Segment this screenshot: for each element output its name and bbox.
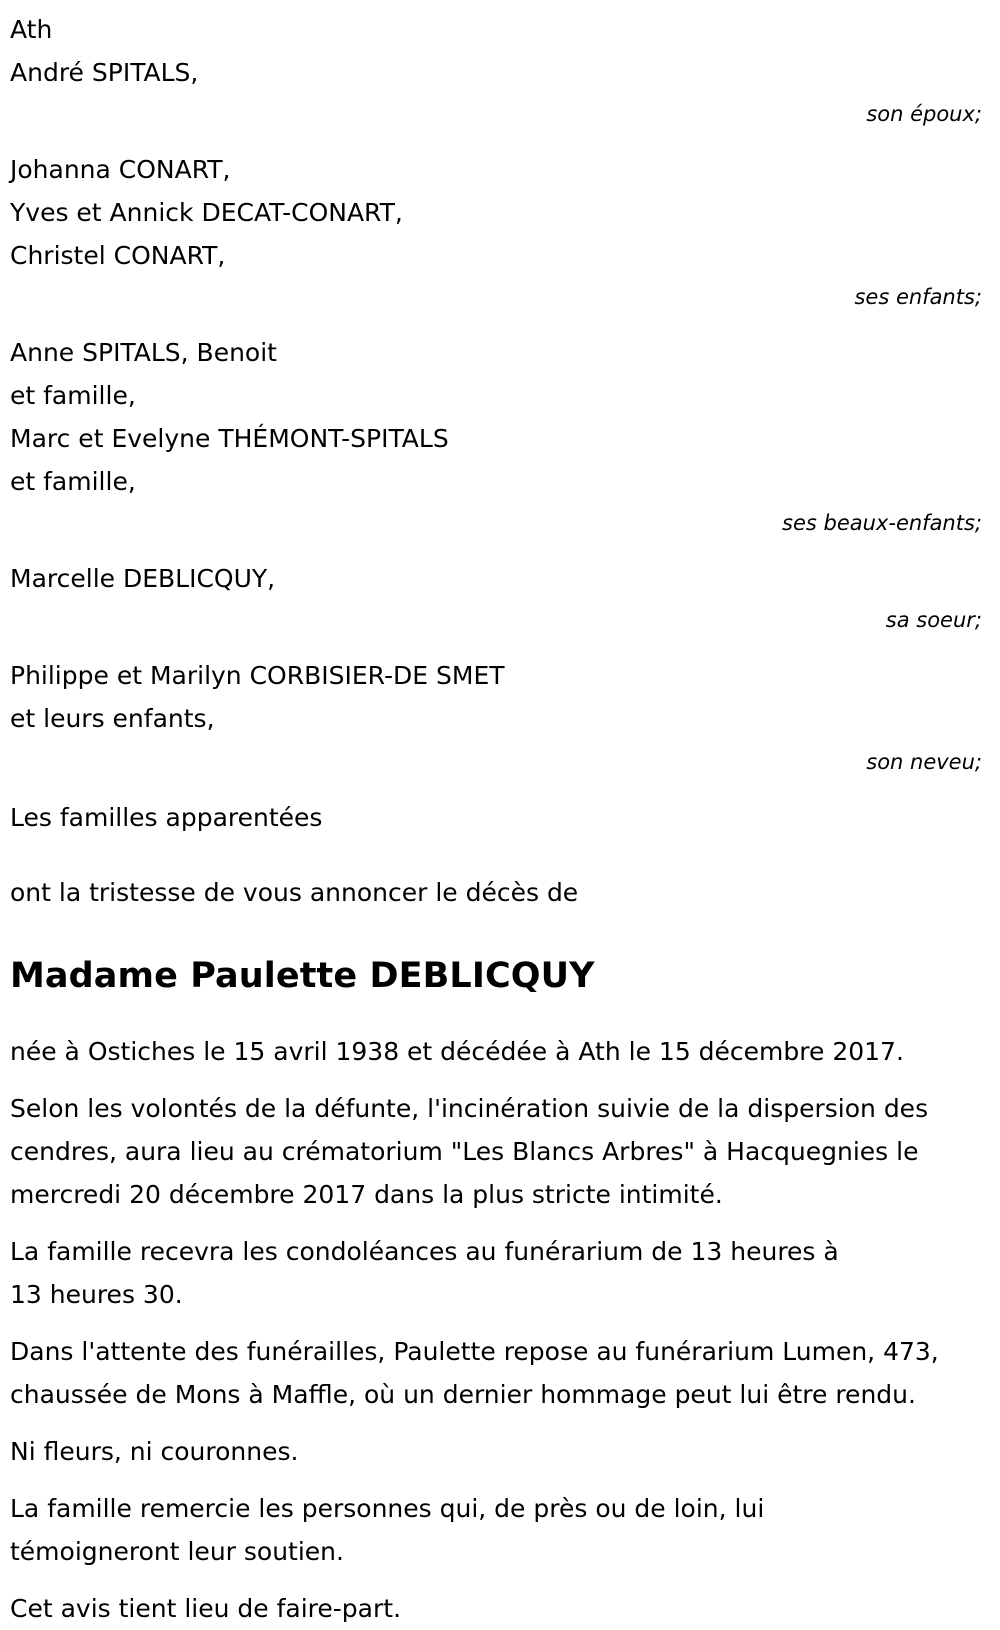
relation-label-nephew: son neveu; [866, 750, 982, 774]
relation-name-line: André SPITALS, [10, 58, 199, 87]
relations-block [10, 8, 990, 839]
paragraph-no-flowers: Ni fleurs, ni couronnes. [10, 1437, 299, 1466]
relation-label-children: ses enfants; [854, 285, 982, 309]
paragraph-faire-part: Cet avis tient lieu de faire-part. [10, 1594, 402, 1623]
paragraph-funerarium: Dans l'attente des funérailles, Paulette repose au funérarium Lumen, 473, chaussée de Mons à Maffle, où un dernier hommage peut lui être rendu. [10, 1337, 939, 1409]
announcement-line: ont la tristesse de vous annoncer le décès de [10, 878, 579, 907]
locality-line: Ath [10, 15, 53, 44]
body-paragraphs [10, 1030, 990, 1630]
relation-name-line: Yves et Annick DECAT-CONART, [10, 198, 403, 227]
relation-group-spouse [10, 51, 990, 134]
relation-name-line: Philippe et Marilyn CORBISIER-DE SMET [10, 661, 505, 690]
relation-group-children [10, 148, 990, 317]
relation-group-nephew [10, 654, 990, 782]
relation-name-line: Johanna CONART, [10, 155, 231, 184]
relation-name-line: Christel CONART, [10, 241, 226, 270]
paragraph-birth-death: née à Ostiches le 15 avril 1938 et décédée à Ath le 15 décembre 2017. [10, 1037, 904, 1066]
relation-name-line: et leurs enfants, [10, 704, 215, 733]
relation-label-spouse: son époux; [866, 102, 982, 126]
relation-name-line: Les familles apparentées [10, 803, 323, 832]
relation-label-sister: sa soeur; [885, 608, 982, 632]
paragraph-cremation: Selon les volontés de la défunte, l'incinération suivie de la dispersion des cendres, aura lieu au crématorium "Les Blancs Arbres" à Hacquegnies le mercredi 20 décembre 2017 dans la plus stricte intimité. [10, 1094, 929, 1209]
locality-group [10, 8, 990, 51]
relation-name-line: et famille, [10, 467, 136, 496]
relation-name-line: Anne SPITALS, Benoit [10, 338, 277, 367]
deceased-name-heading: Madame Paulette DEBLICQUY [10, 956, 595, 996]
relation-group-stepchildren [10, 331, 990, 543]
relation-name-line: et famille, [10, 381, 136, 410]
paragraph-condolences: La famille recevra les condoléances au funérarium de 13 heures à 13 heures 30. [10, 1237, 839, 1309]
paragraph-thanks: La famille remercie les personnes qui, de près ou de loin, lui témoigneront leur soutien. [10, 1494, 765, 1566]
relation-name-line: Marcelle DEBLICQUY, [10, 564, 276, 593]
relation-label-stepchildren: ses beaux-enfants; [782, 511, 982, 535]
relation-name-line: Marc et Evelyne THÉMONT-SPITALS [10, 424, 449, 453]
relation-group-sister [10, 557, 990, 640]
relation-group-related-families [10, 796, 990, 839]
